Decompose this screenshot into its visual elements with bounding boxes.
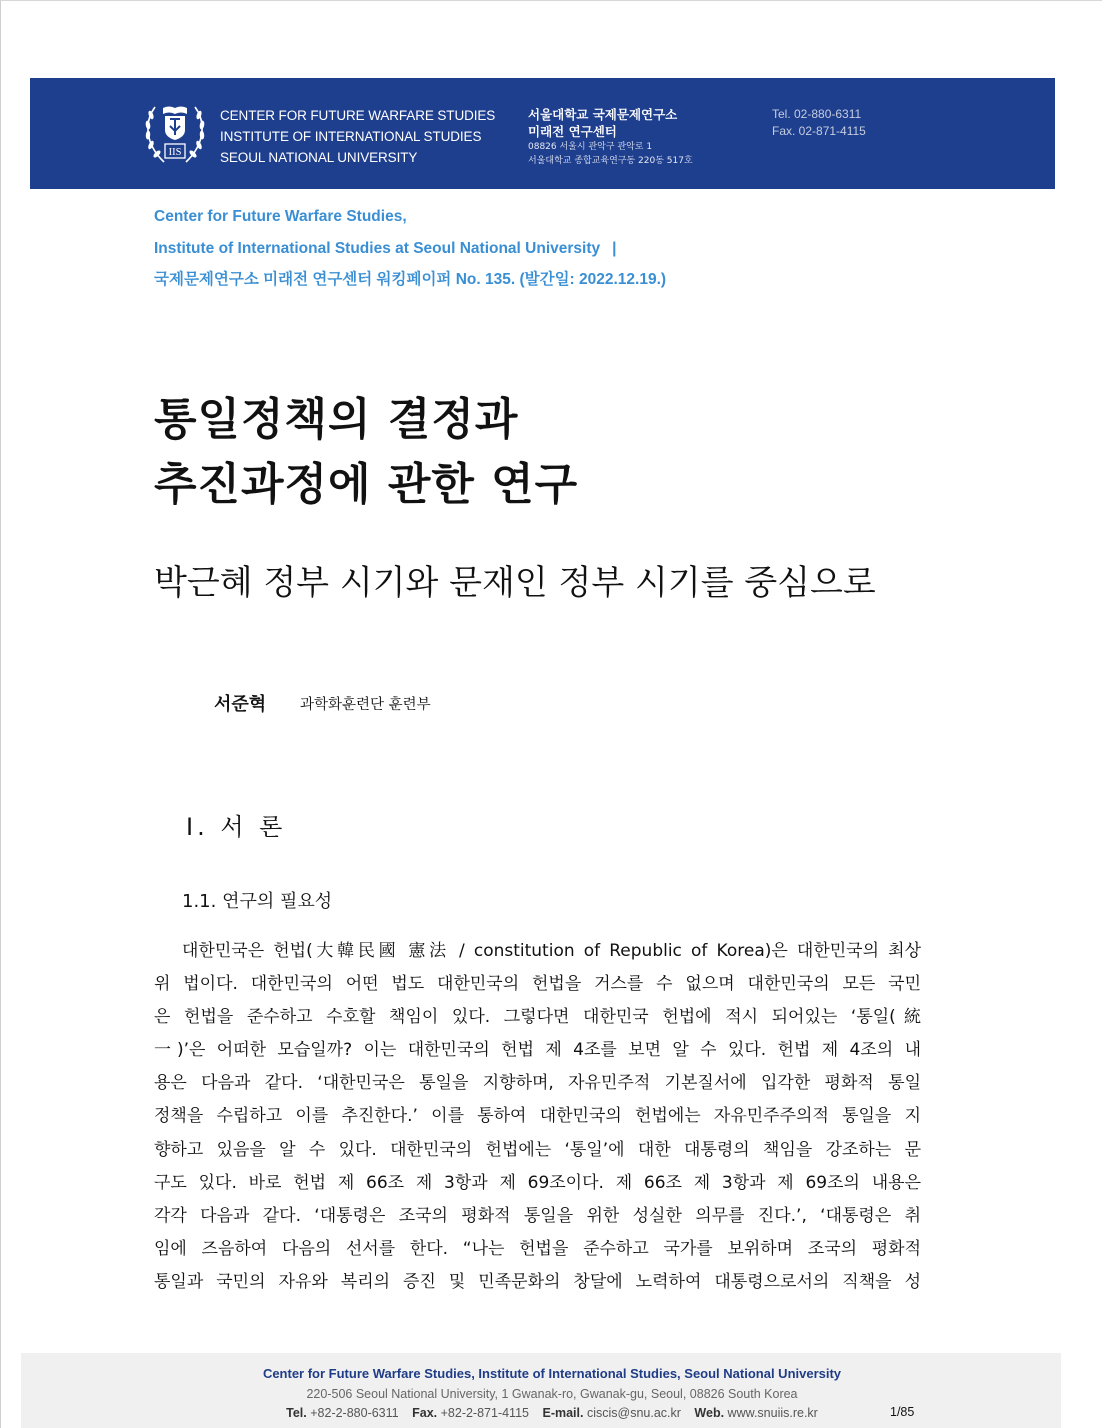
series-line-2-text: Institute of International Studies at Seoul National University (154, 239, 601, 257)
footer-org: Center for Future Warfare Studies, Institute of International Studies, Seoul National University (262, 1366, 842, 1381)
title-line-2: 추진과정에 관한 연구 (154, 459, 579, 510)
book-icon (163, 107, 187, 115)
header-korean-name (528, 106, 693, 168)
page-title (154, 387, 578, 517)
header-en-line-1: CENTER FOR FUTURE WARFARE STUDIES (220, 108, 496, 123)
footer-fax-label: Fax. (412, 1406, 438, 1420)
body-line: 향하고 있음을 알 수 있다. 대한민국의 헌법에는 ‘통일’에 대한 대통령의 책임을 강조하는 문 (154, 1139, 921, 1160)
footer-contacts (1, 1404, 1102, 1422)
footer-fax (412, 1406, 529, 1420)
header-en-line-2: INSTITUTE OF INTERNATIONAL STUDIES (220, 129, 482, 144)
body-line: 통일과 국민의 자유와 복리의 증진 및 민족문화의 창달에 노력하여 대통령으로서의 직책을 성 (154, 1271, 921, 1292)
page-subtitle: 박근혜 정부 시기와 문재인 정부 시기를 중심으로 (154, 563, 876, 603)
header-tel: Tel. 02-880-6311 (772, 107, 862, 121)
body-line: 은 헌법을 준수하고 수호할 책임이 있다. 그렇다면 대한민국 헌법에 적시 되어있는 ‘통일(統 (154, 1007, 921, 1028)
page-number: 1/85 (890, 1405, 915, 1419)
header-contacts (772, 106, 866, 140)
series-line-1: Center for Future Warfare Studies, (154, 208, 407, 225)
body-line: 임에 즈음하여 다음의 선서를 한다. “나는 헌법을 준수하고 국가를 보위하며 조국의 평화적 (154, 1238, 921, 1259)
footer-web-label: Web. (694, 1406, 725, 1420)
series-info (154, 201, 666, 296)
body-line: 용은 다음과 같다. ‘대한민국은 통일을 지향하며, 자유민주적 기본질서에 입각한 평화적 통일 (154, 1073, 921, 1094)
body-line: 정책을 수립하고 이를 추진한다.’ 이를 통하여 대한민국의 헌법에는 자유민주주의적 통일을 지 (154, 1106, 921, 1127)
body-line: 一)’은 어떠한 모습일까? 이는 대한민국의 헌법 제 4조를 보면 알 수 있다. 헌법 제 4조의 내 (154, 1040, 921, 1061)
header-banner (30, 78, 1055, 189)
body-line: 구도 있다. 바로 헌법 제 66조 제 3항과 제 69조이다. 제 66조 제 3항과 제 69조의 내용은 (154, 1172, 921, 1193)
footer-email (542, 1406, 680, 1420)
header-english-name (220, 105, 495, 168)
header-ko-address-2: 서울대학교 종합교육연구동 220동 517호 (528, 156, 693, 166)
section-heading: Ⅰ. 서 론 (186, 813, 287, 841)
footer-web (694, 1406, 817, 1420)
subsection-heading: 1.1. 연구의 필요성 (182, 891, 333, 912)
footer-tel (286, 1406, 398, 1420)
series-separator: | (612, 239, 617, 257)
series-line-2 (154, 233, 666, 265)
header-ko-center: 미래전 연구센터 (528, 124, 617, 139)
title-line-1: 통일정책의 결정과 (154, 394, 519, 445)
header-ko-address-1: 08826 서울시 관악구 관악로 1 (528, 142, 653, 152)
footer-web-link[interactable]: www.snuiis.re.kr (727, 1406, 818, 1420)
body-line: 각각 다음과 같다. ‘대통령은 조국의 평화적 통일을 위한 성실한 의무를 진다.’, ‘대통령은 취 (154, 1205, 921, 1226)
footer-fax-value: +82-2-871-4115 (440, 1406, 529, 1420)
footer-email-link[interactable]: ciscis@snu.ac.kr (586, 1406, 681, 1420)
footer-email-label: E-mail. (542, 1406, 584, 1420)
footer-tel-label: Tel. (286, 1406, 307, 1420)
footer-address: 220-506 Seoul National University, 1 Gwanak-ro, Gwanak-gu, Seoul, 08826 South Korea (306, 1387, 798, 1401)
header-ko-org: 서울대학교 국제문제연구소 (528, 107, 678, 122)
body-line: 대한민국은 헌법(大韓民國 憲法 / constitution of Republic of Korea)은 대한민국의 최상 (182, 941, 921, 961)
footer (1, 1364, 1102, 1422)
footer-tel-value: +82-2-880-6311 (310, 1406, 399, 1420)
author-affiliation: 과학화훈련단 훈련부 (300, 697, 431, 713)
body-line: 위 법이다. 대한민국의 어떤 법도 대한민국의 헌법을 거스를 수 없으며 대한민국의 모든 국민 (154, 974, 921, 995)
header-en-line-3: SEOUL NATIONAL UNIVERSITY (220, 150, 418, 165)
body-paragraph (154, 935, 921, 1299)
author-name: 서준혁 (214, 694, 267, 715)
institute-logo (142, 100, 208, 168)
header-fax: Fax. 02-871-4115 (772, 124, 866, 138)
logo-text: IIS (168, 147, 182, 158)
series-line-3: 국제문제연구소 미래전 연구센터 워킹페이퍼 No. 135. (발간일: 2022.12.19.) (154, 271, 667, 288)
